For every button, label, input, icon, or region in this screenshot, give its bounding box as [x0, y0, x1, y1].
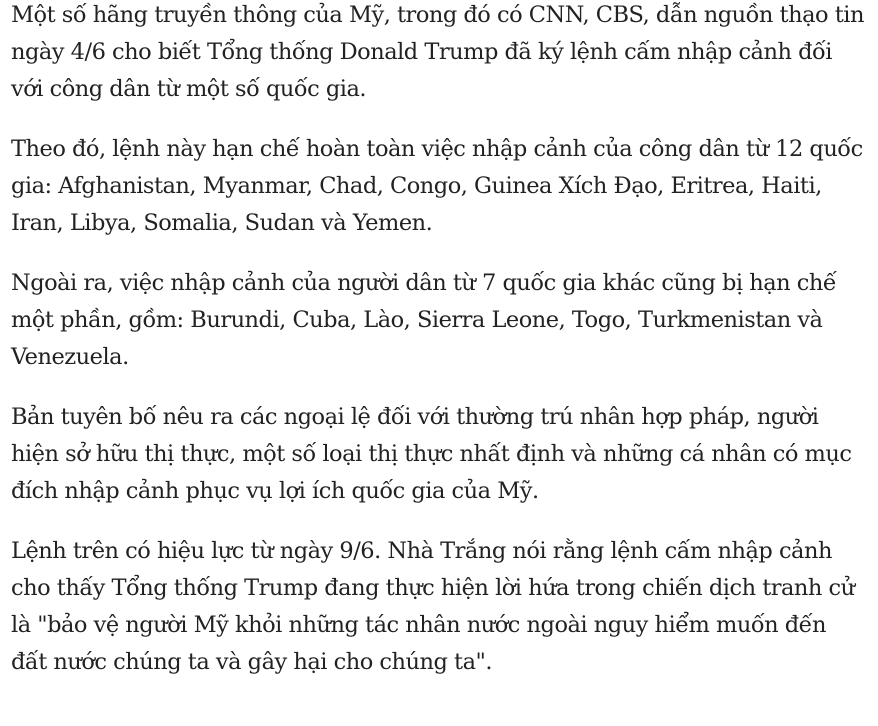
article-paragraph-2: Theo đó, lệnh này hạn chế hoàn toàn việc nhập cảnh của công dân từ 12 quốc gia: Afghanistan, Myanmar, Chad, Congo, Guinea Xích Đạo, Eritrea, Haiti, Iran, Libya, Somalia, Sudan và Yemen.: [11, 136, 863, 236]
article-paragraph-5: Lệnh trên có hiệu lực từ ngày 9/6. Nhà Trắng nói rằng lệnh cấm nhập cảnh cho thấy Tổng thống Trump đang thực hiện lời hứa trong chiến dịch tranh cử là "bảo vệ người Mỹ khỏi những tác nhân nước ngoài nguy hiểm muốn đến đất nước chúng ta và gây hại cho chúng ta".: [11, 538, 855, 675]
article-paragraph-4: Bản tuyên bố nêu ra các ngoại lệ đối với thường trú nhân hợp pháp, người hiện sở hữu thị thực, một số loại thị thực nhất định và những cá nhân có mục đích nhập cảnh phục vụ lợi ích quốc gia của Mỹ.: [11, 404, 852, 504]
article-paragraph-3: Ngoài ra, việc nhập cảnh của người dân từ 7 quốc gia khác cũng bị hạn chế một phần, gồm: Burundi, Cuba, Lào, Sierra Leone, Togo, Turkmenistan và Venezuela.: [11, 270, 837, 370]
article-paragraph-1: Một số hãng truyền thông của Mỹ, trong đó có CNN, CBS, dẫn nguồn thạo tin ngày 4/6 cho biết Tổng thống Donald Trump đã ký lệnh cấm nhập cảnh đối với công dân từ một số quốc gia.: [11, 2, 864, 102]
